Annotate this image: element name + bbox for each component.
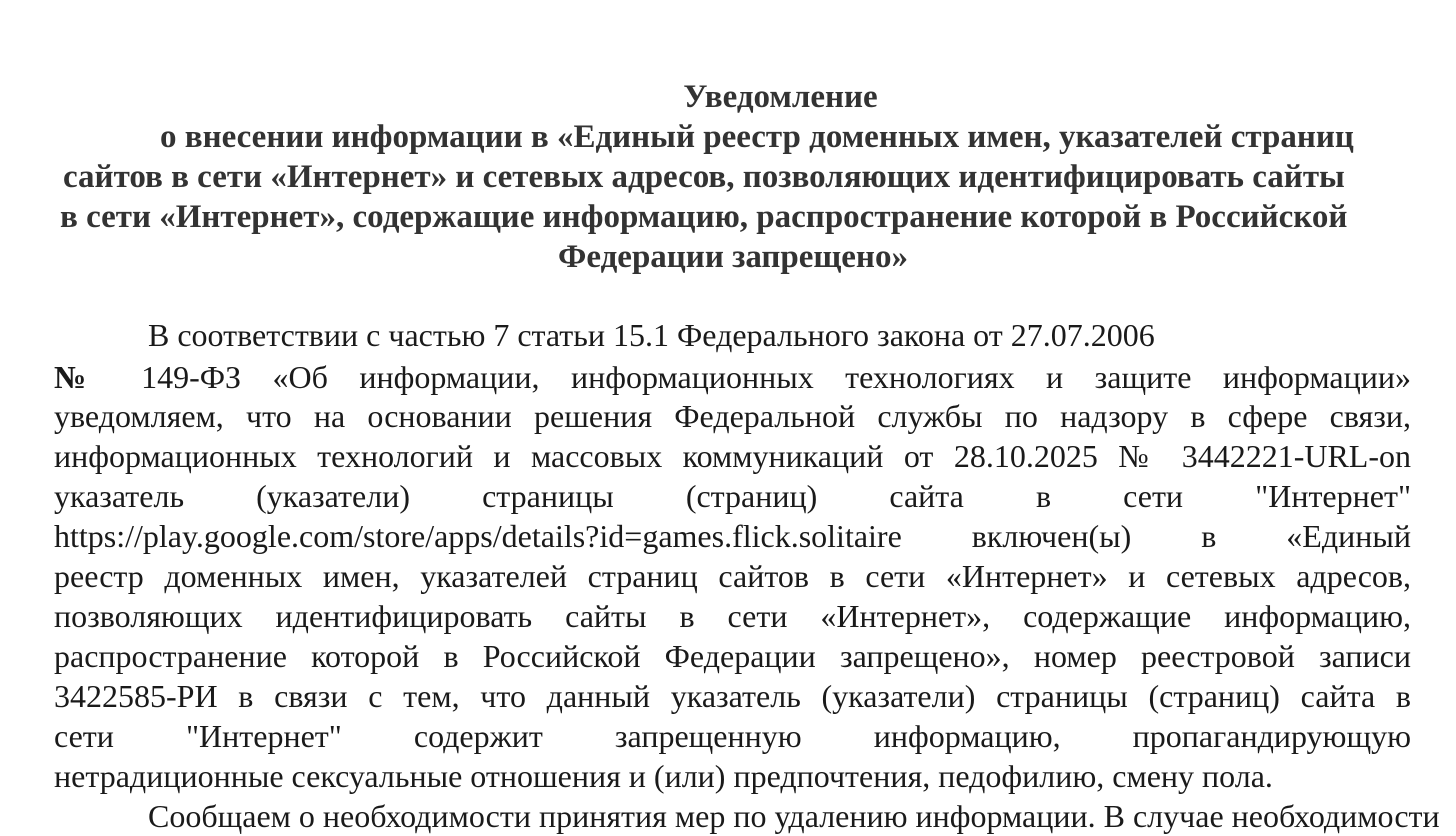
number-sign: № — [54, 359, 110, 395]
body-paragraph-line: Сообщаем о необходимости принятия мер по удалению информации. В случае необходимости — [148, 798, 1440, 834]
body-paragraph-line: позволяющих идентифицировать сайты в сети «Интернет», содержащие информацию, — [54, 598, 1411, 634]
body-paragraph-line: реестр доменных имен, указателей страниц сайтов в сети «Интернет» и сетевых адресов, — [54, 558, 1411, 594]
body-paragraph-line: 3422585-РИ в связи с тем, что данный указатель (указатели) страницы (страниц) сайта в — [54, 678, 1411, 714]
body-paragraph-line: сети "Интернет" содержит запрещенную информацию, пропагандирующую — [54, 718, 1411, 754]
body-paragraph-line: информационных технологий и массовых коммуникаций от 28.10.2025 № 3442221-URL-on — [54, 438, 1411, 474]
url-line: https://play.google.com/store/apps/details?id=games.flick.solitaire включен(ы) в «Единый — [54, 518, 1411, 554]
document-subtitle-line: в сети «Интернет», содержащие информацию, распространение которой в Российской — [60, 199, 1348, 235]
body-line-text: 149-ФЗ «Об информации, информационных технологиях и защите информации» — [141, 359, 1412, 395]
document-title: Уведомление — [683, 79, 878, 115]
body-paragraph-line — [54, 357, 1411, 397]
body-paragraph-line: В соответствии с частью 7 статьи 15.1 Федерального закона от 27.07.2006 — [148, 317, 1155, 353]
body-paragraph-line: указатель (указатели) страницы (страниц) сайта в сети "Интернет" — [54, 478, 1411, 514]
document-subtitle-line: Федерации запрещено» — [558, 239, 908, 275]
document-subtitle-line: о внесении информации в «Единый реестр доменных имен, указателей страниц — [160, 119, 1354, 155]
body-paragraph-line: распространение которой в Российской Федерации запрещено», номер реестровой записи — [54, 638, 1411, 674]
body-paragraph-line: нетрадиционные сексуальные отношения и (или) предпочтения, педофилию, смену пола. — [54, 758, 1273, 794]
document-subtitle-line: сайтов в сети «Интернет» и сетевых адресов, позволяющих идентифицировать сайты — [63, 159, 1345, 195]
body-paragraph-line: уведомляем, что на основании решения Федеральной службы по надзору в сфере связи, — [54, 398, 1411, 434]
